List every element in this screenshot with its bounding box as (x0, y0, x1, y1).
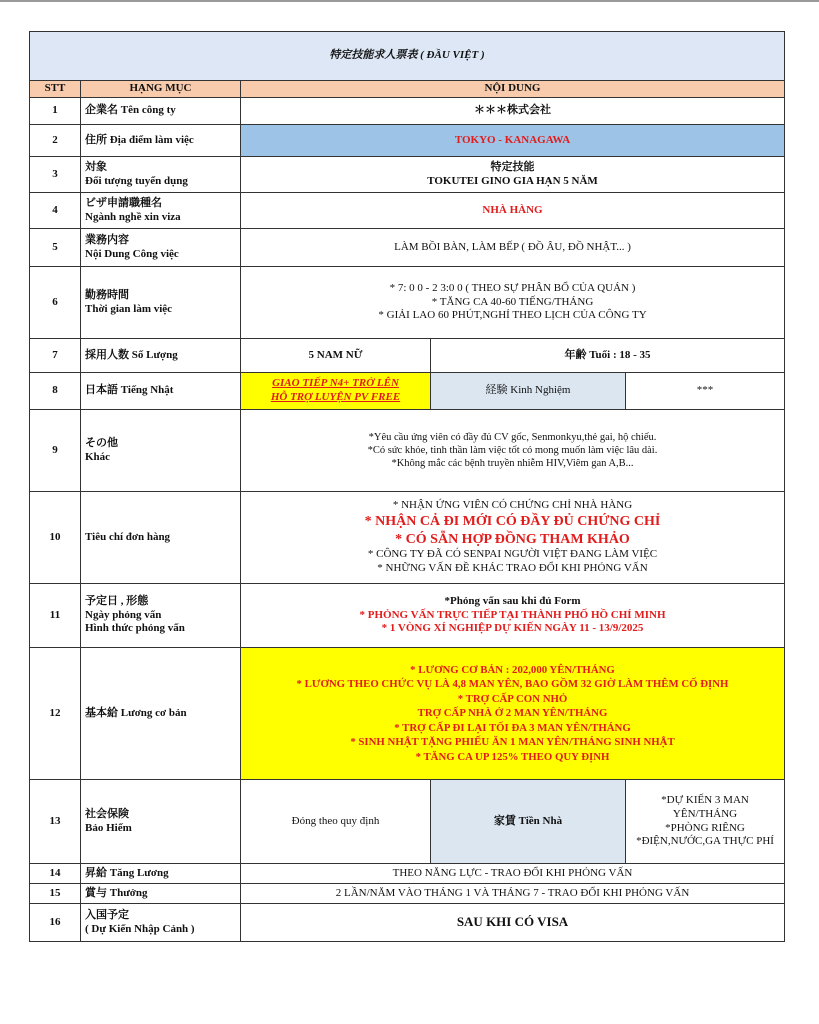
row-number: 9 (30, 410, 81, 492)
label-jp: 業務内容 (85, 233, 129, 246)
label-vn: Khác (85, 450, 111, 463)
criteria-line-3: * CÓ SẴN HỢP ĐỒNG THAM KHẢO (395, 531, 630, 547)
experience-value: *** (626, 373, 785, 410)
salary-line-1: * LƯƠNG CƠ BẢN : 202,000 YÊN/THÁNG (410, 663, 615, 676)
row-number: 14 (30, 864, 81, 884)
experience-label: 経験 Kinh Nghiệm (431, 373, 626, 410)
other-value (241, 410, 785, 492)
visa-job-value: NHÀ HÀNG (241, 193, 785, 229)
japanese-line-1: GIAO TIẾP N4+ TRỞ LÊN (272, 377, 399, 390)
interview-line-2: * PHỎNG VẤN TRỰC TIẾP TẠI THÀNH PHỐ HỒ CHÍ MINH (359, 608, 666, 621)
salary-line-5: * TRỢ CẤP ĐI LẠI TỐI ĐA 3 MAN YÊN/THÁNG (394, 721, 631, 734)
row-number: 5 (30, 229, 81, 267)
row-number: 13 (30, 780, 81, 864)
label-jp: その他 (85, 436, 118, 449)
label-vn: Bảo Hiểm (85, 821, 132, 834)
label-vn: Thời gian làm việc (85, 302, 173, 315)
other-line-1: *Yêu cầu ứng viên có đầy đủ CV gốc, Senmonkyu,thẻ gai, hộ chiếu. (368, 431, 657, 443)
salary-value (241, 648, 785, 780)
salary-line-6: * SINH NHẬT TẶNG PHIẾU ĂN 1 MAN YÊN/THÁNG SINH NHẬT (350, 736, 675, 749)
row-label (81, 584, 241, 648)
row-target (30, 157, 785, 193)
label-jp: 勤務時間 (85, 288, 129, 301)
other-line-2: *Có sức khỏe, tinh thần làm việc tốt có mong muốn làm việc lâu dài. (367, 444, 658, 456)
criteria-line-1: * NHẬN ỨNG VIÊN CÓ CHỨNG CHỈ NHÀ HÀNG (392, 499, 633, 512)
row-job-content (30, 229, 785, 267)
work-location: TOKYO - KANAGAWA (241, 125, 785, 157)
row-label: 日本語 Tiếng Nhật (81, 373, 241, 410)
row-other (30, 410, 785, 492)
row-insurance (30, 780, 785, 864)
housing-line-2: *PHÒNG RIÊNG (665, 821, 745, 834)
row-number: 15 (30, 884, 81, 904)
row-criteria (30, 492, 785, 584)
work-time-line-2: * TĂNG CA 40-60 TIẾNG/THÁNG (431, 295, 594, 308)
row-quantity (30, 339, 785, 373)
bonus-value: 2 LẦN/NĂM VÀO THÁNG 1 VÀ THÁNG 7 - TRAO ĐỔI KHI PHỎNG VẤN (241, 884, 785, 904)
label-vn: Ngành nghề xin viza (85, 210, 181, 223)
label-vn: Nội Dung Công việc (85, 247, 179, 260)
row-raise (30, 864, 785, 884)
row-label: 採用人数 Số Lượng (81, 339, 241, 373)
work-time-line-3: * GIẢI LAO 60 PHÚT,NGHỈ THEO LỊCH CỦA CÔNG TY (378, 309, 647, 322)
page-title: 特定技能求人票表 ( ĐẦU VIỆT ) (30, 32, 785, 81)
salary-line-3: * TRỢ CẤP CON NHỎ (457, 692, 568, 705)
housing-label: 家賃 Tiền Nhà (431, 780, 626, 864)
age-value: 年齢 Tuổi : 18 - 35 (431, 339, 785, 373)
target-line-1: 特定技能 (490, 160, 535, 173)
header-stt: STT (30, 81, 81, 98)
other-line-3: *Không mắc các bệnh truyền nhiễm HIV,Viêm gan A,B... (391, 458, 634, 470)
interview-line-1: *Phỏng vấn sau khi đủ Form (444, 594, 581, 607)
row-entry (30, 904, 785, 942)
row-label: 昇給 Tăng Lương (81, 864, 241, 884)
row-number: 12 (30, 648, 81, 780)
row-interview (30, 584, 785, 648)
housing-value (626, 780, 785, 864)
header-row (30, 81, 785, 98)
row-visa-job (30, 193, 785, 229)
row-label (81, 904, 241, 942)
label-line-1: 予定日 , 形態 (85, 594, 149, 607)
row-number: 11 (30, 584, 81, 648)
row-number: 10 (30, 492, 81, 584)
row-label (81, 267, 241, 339)
label-line-3: Hình thức phỏng vấn (85, 622, 185, 635)
row-location (30, 125, 785, 157)
row-label (81, 780, 241, 864)
insurance-value: Đóng theo quy định (241, 780, 431, 864)
header-item: HẠNG MỤC (81, 81, 241, 98)
row-label (81, 157, 241, 193)
row-number: 16 (30, 904, 81, 942)
housing-line-3: *ĐIỆN,NƯỚC,GA THỰC PHÍ (636, 835, 774, 848)
salary-line-4: TRỢ CẤP NHÀ Ở 2 MAN YÊN/THÁNG (417, 707, 608, 720)
job-offer-table (29, 31, 785, 942)
row-number: 4 (30, 193, 81, 229)
salary-line-7: * TĂNG CA UP 125% THEO QUY ĐỊNH (415, 750, 610, 763)
work-time-value (241, 267, 785, 339)
raise-value: THEO NĂNG LỰC - TRAO ĐỔI KHI PHỎNG VẤN (241, 864, 785, 884)
row-number: 1 (30, 98, 81, 125)
row-number: 6 (30, 267, 81, 339)
row-label: 基本給 Lương cơ bản (81, 648, 241, 780)
criteria-line-2: * NHẬN CẢ ĐI MỚI CÓ ĐẦY ĐỦ CHỨNG CHỈ (364, 514, 661, 530)
top-border-line (0, 0, 819, 2)
label-jp: 社会保険 (85, 807, 129, 820)
row-label (81, 193, 241, 229)
row-label: 企業名 Tên công ty (81, 98, 241, 125)
entry-value: SAU KHI CÓ VISA (241, 904, 785, 942)
quantity-value: 5 NAM NỮ (241, 339, 431, 373)
row-label (81, 229, 241, 267)
row-work-time (30, 267, 785, 339)
title-row (30, 32, 785, 81)
job-content-value: LÀM BỒI BÀN, LÀM BẾP ( ĐỒ ÂU, ĐỒ NHẬT... ) (241, 229, 785, 267)
criteria-line-4: * CÔNG TY ĐÃ CÓ SENPAI NGƯỜI VIỆT ĐANG LÀM VIỆC (367, 548, 658, 561)
row-japanese (30, 373, 785, 410)
row-number: 2 (30, 125, 81, 157)
row-salary (30, 648, 785, 780)
row-number: 8 (30, 373, 81, 410)
housing-line-1: *DỰ KIẾN 3 MAN YÊN/THÁNG (661, 794, 749, 820)
criteria-value (241, 492, 785, 584)
header-content: NỘI DUNG (241, 81, 785, 98)
row-label: 賞与 Thưởng (81, 884, 241, 904)
japanese-line-2: HỖ TRỢ LUYỆN PV FREE (270, 391, 401, 403)
row-bonus (30, 884, 785, 904)
row-number: 3 (30, 157, 81, 193)
row-number: 7 (30, 339, 81, 373)
row-label: 住所 Địa điểm làm việc (81, 125, 241, 157)
criteria-line-5: * NHỮNG VẤN ĐỀ KHÁC TRAO ĐỔI KHI PHỎNG VẤN (377, 561, 648, 574)
company-name: ＊＊＊株式会社 (241, 98, 785, 125)
target-value (241, 157, 785, 193)
label-vn: Đối tượng tuyển dụng (85, 174, 188, 187)
row-company (30, 98, 785, 125)
japanese-level-value (241, 373, 431, 410)
salary-line-2: * LƯƠNG THEO CHỨC VỤ LÀ 4,8 MAN YÊN, BAO GỒM 32 GIỜ LÀM THÊM CỐ ĐỊNH (296, 678, 729, 691)
row-label: Tiêu chí đơn hàng (81, 492, 241, 584)
interview-value (241, 584, 785, 648)
work-time-line-1: * 7: 0 0 - 2 3:0 0 ( THEO SỰ PHÂN BỔ CỦA QUÁN ) (389, 281, 636, 294)
label-jp: 入国予定 (85, 908, 129, 921)
target-line-2: TOKUTEI GINO GIA HẠN 5 NĂM (427, 174, 598, 187)
label-jp: 対象 (85, 160, 107, 173)
row-label (81, 410, 241, 492)
label-vn: ( Dự Kiến Nhập Cảnh ) (85, 922, 195, 935)
label-line-2: Ngày phỏng vấn (85, 608, 162, 621)
label-jp: ビザ申請職種名 (85, 196, 162, 209)
interview-line-3: * 1 VÒNG XÍ NGHIỆP DỰ KIẾN NGÀY 11 - 13/9/2025 (381, 622, 644, 635)
